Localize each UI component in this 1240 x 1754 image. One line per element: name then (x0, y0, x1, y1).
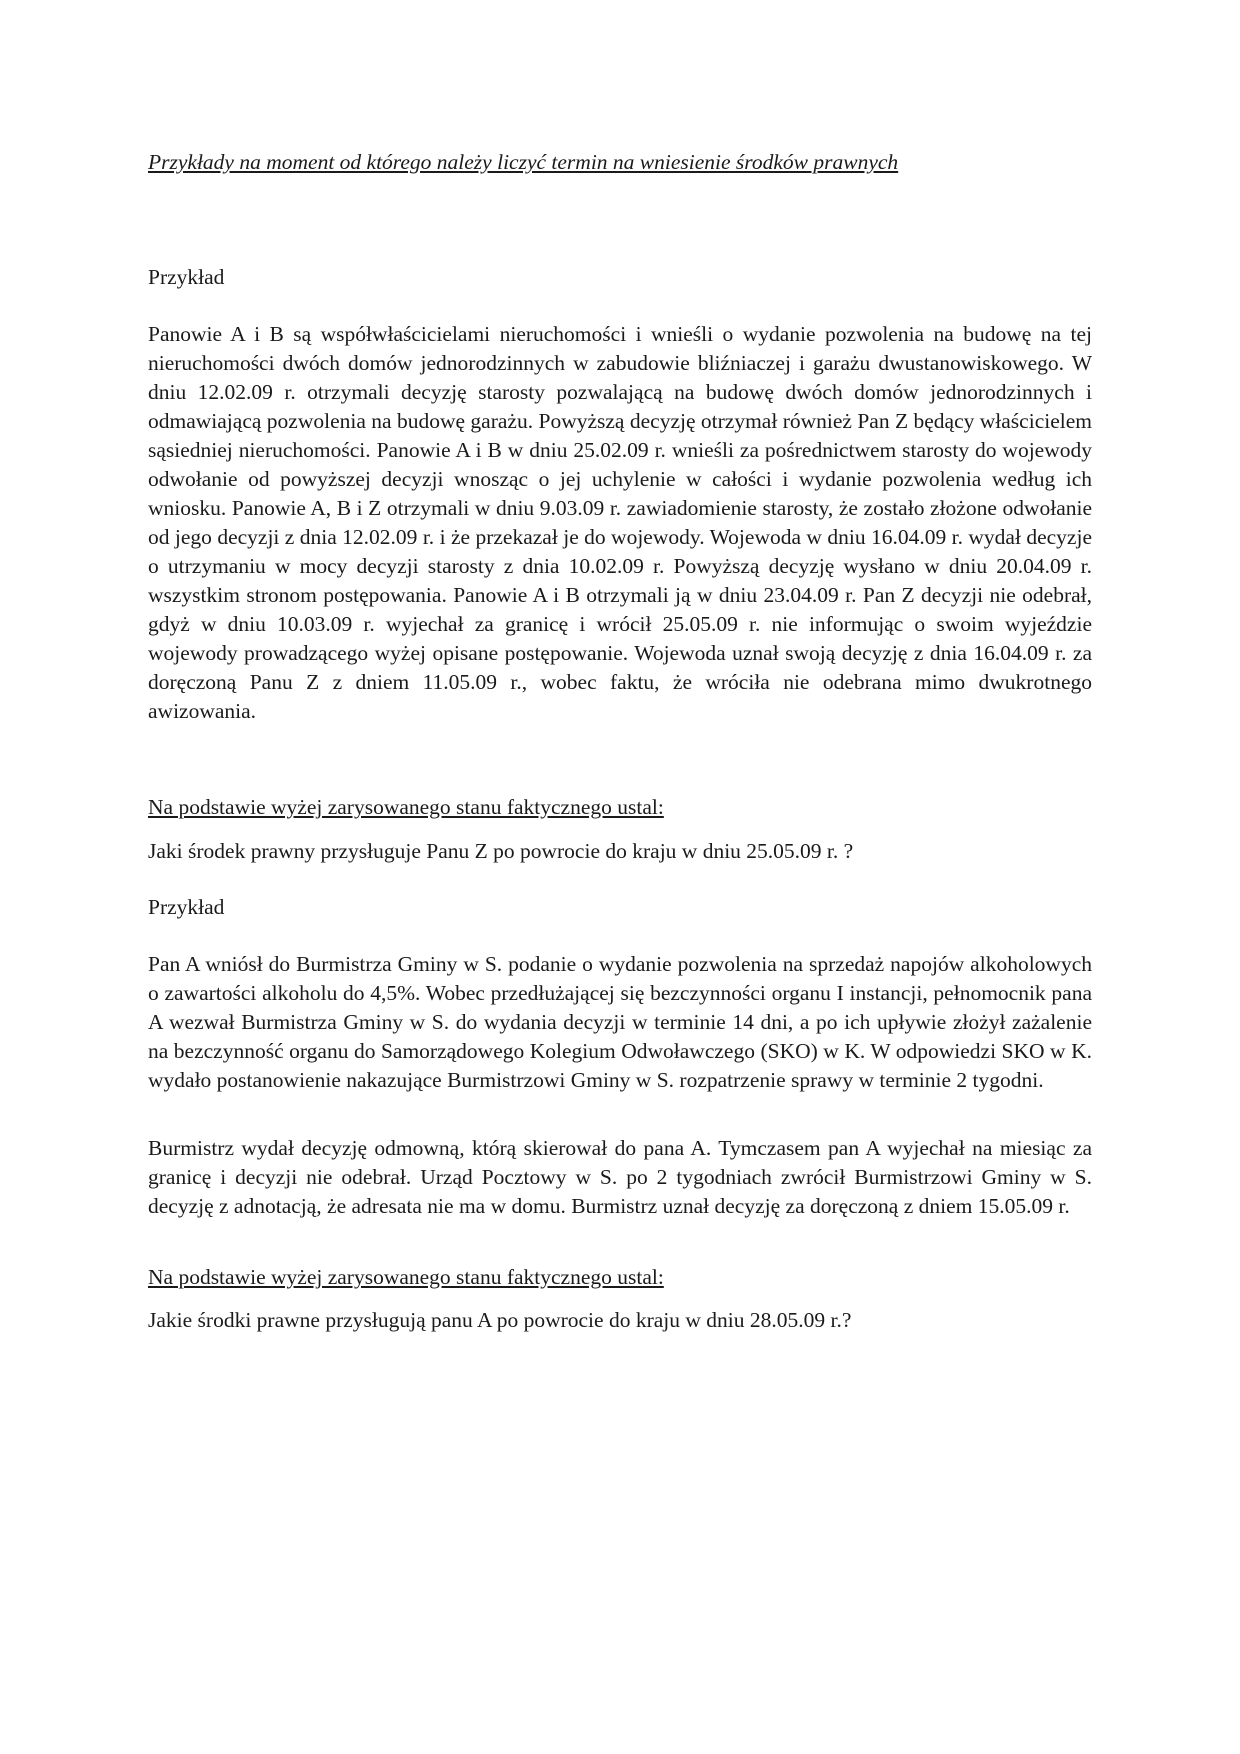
example-2-question: Jakie środki prawne przysługują panu A po powrocie do kraju w dniu 28.05.09 r.? (148, 1308, 852, 1332)
example-1-paragraph: Panowie A i B są współwłaścicielami nieruchomości i wnieśli o wydanie pozwolenia na budowę na tej nieruchomości dwóch domów jednorodzinnych w zabudowie bliźniaczej i garażu dwustanowiskowego. W dniu 12.02.09 r. otrzymali decyzję starosty pozwalającą na budowę dwóch domów jednorodzinnych i odmawiającą pozwolenia na budowę garażu. Powyższą decyzję otrzymał również Pan Z będący właścicielem sąsiedniej nieruchomości. Panowie A i B w dniu 25.02.09 r. wnieśli za pośrednictwem starosty do wojewody odwołanie od powyższej decyzji wnosząc o jej uchylenie w całości i wydanie pozwolenia według ich wniosku. Panowie A, B i Z otrzymali w dniu 9.03.09 r. zawiadomienie starosty, że zostało złożone odwołanie od jego decyzji z dnia 12.02.09 r. i że przekazał je do wojewody. Wojewoda w dniu 16.04.09 r. wydał decyzje o utrzymaniu w mocy decyzji starosty z dnia 10.02.09 r. Powyższą decyzję wysłano w dniu 20.04.09 r. wszystkim stronom postępowania. Panowie A i B otrzymali ją w dniu 23.04.09 r. Pan Z decyzji nie odebrał, gdyż w dniu 10.03.09 r. wyjechał za granicę i wrócił 25.05.09 r. nie informując o swoim wyjeździe wojewody prowadzącego wyżej opisane postępowanie. Wojewoda uznał swoją decyzję z dnia 16.04.09 r. za doręczoną Panu Z z dniem 11.05.09 r., wobec faktu, że wróciła nie odebrana mimo dwukrotnego awizowania. (148, 322, 1092, 723)
example-1-instruction: Na podstawie wyżej zarysowanego stanu faktycznego ustal: (148, 795, 664, 819)
example-1-question: Jaki środek prawny przysługuje Panu Z po powrocie do kraju w dniu 25.05.09 r. ? (148, 839, 854, 863)
document-title: Przykłady na moment od którego należy liczyć termin na wniesienie środków prawnych (148, 150, 899, 174)
example-2-heading: Przykład (148, 895, 225, 919)
example-2-instruction: Na podstawie wyżej zarysowanego stanu faktycznego ustal: (148, 1265, 664, 1289)
example-2-paragraph-2: Burmistrz wydał decyzję odmowną, którą skierował do pana A. Tymczasem pan A wyjechał na miesiąc za granicę i decyzji nie odebrał. Urząd Pocztowy w S. po 2 tygodniach zwrócił Burmistrzowi Gminy w S. decyzję z adnotacją, że adresata nie ma w domu. Burmistrz uznał decyzję za doręczoną z dniem 15.05.09 r. (148, 1136, 1092, 1218)
example-2-paragraph-1: Pan A wniósł do Burmistrza Gminy w S. podanie o wydanie pozwolenia na sprzedaż napojów alkoholowych o zawartości alkoholu do 4,5%. Wobec przedłużającej się bezczynności organu I instancji, pełnomocnik pana A wezwał Burmistrza Gminy w S. do wydania decyzji w terminie 14 dni, a po ich upływie złożył zażalenie na bezczynność organu do Samorządowego Kolegium Odwoławczego (SKO) w K. W odpowiedzi SKO w K. wydało postanowienie nakazujące Burmistrzowi Gminy w S. rozpatrzenie sprawy w terminie 2 tygodni. (148, 952, 1092, 1092)
example-1-heading: Przykład (148, 265, 225, 289)
